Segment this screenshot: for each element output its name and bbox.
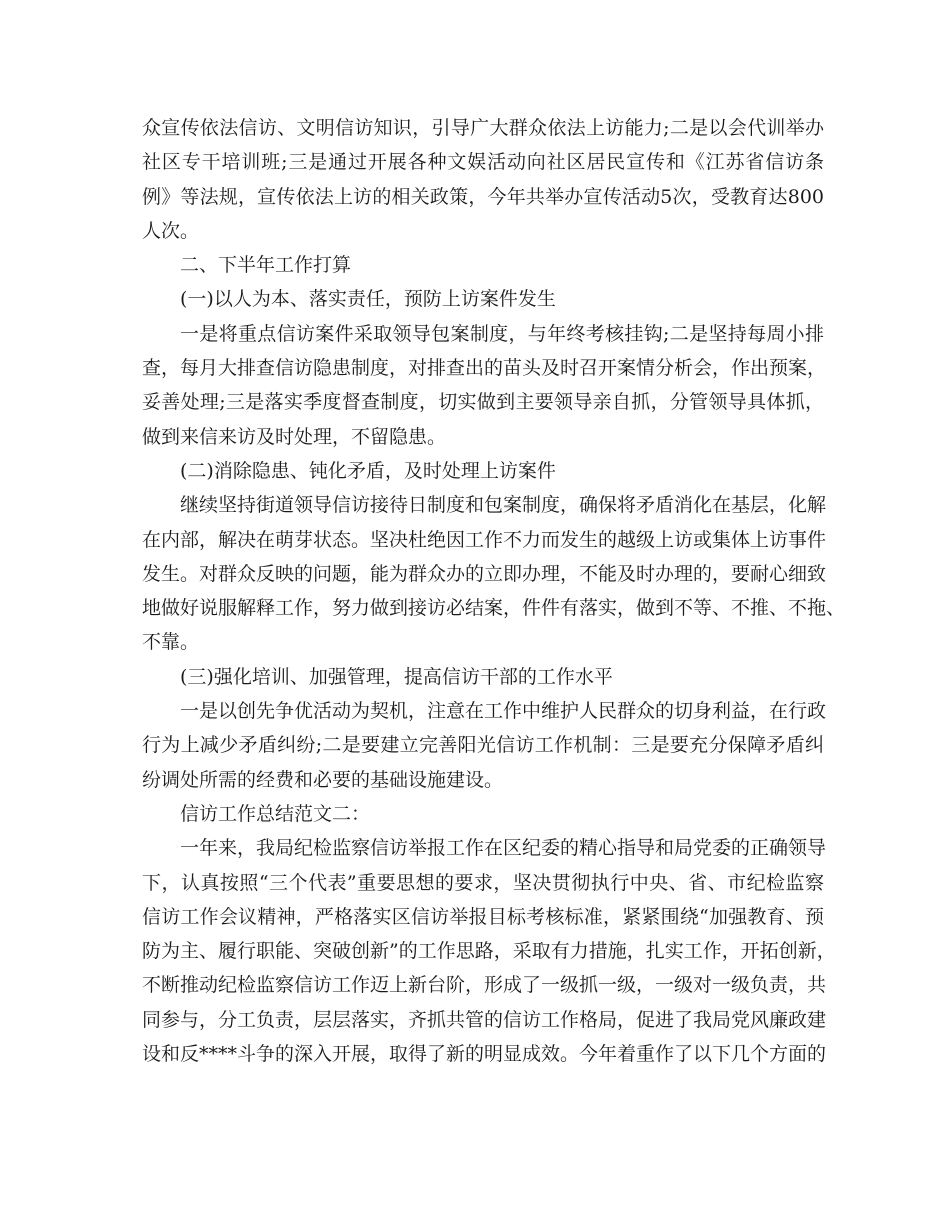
text-line: 信访工作总结范文二： (180, 802, 371, 825)
text-line: 例》等法规，宣传依法上访的相关政策，今年共举办宣传活动5次，受教育达800 (142, 185, 824, 208)
text-line: 一是以创先争优活动为契机，注意在工作中维护人民群众的切身利益，在行政 (180, 700, 827, 723)
text-line: 继续坚持街道领导信访接待日制度和包案制度，确保将矛盾消化在基层，化解 (180, 494, 827, 517)
text-line: 查，每月大排查信访隐患制度，对排查出的苗头及时召开案情分析会，作出预案， (142, 357, 827, 380)
text-line: 信访工作会议精神，严格落实区信访举报目标考核标准，紧紧围绕“加强教育、预 (142, 905, 824, 928)
text-line: 人次。 (142, 219, 200, 242)
text-line: 下，认真按照“三个代表”重要思想的要求，坚决贯彻执行中央、省、市纪检监察 (142, 871, 824, 894)
text-line: 不断推动纪检监察信访工作迈上新台阶，形成了一级抓一级，一级对一级负责，共 (142, 974, 827, 997)
text-line: 纷调处所需的经费和必要的基础设施建设。 (142, 768, 504, 791)
text-line: 妥善处理;三是落实季度督查制度，切实做到主要领导亲自抓，分管领导具体抓， (142, 391, 824, 414)
text-line: 地做好说服解释工作，努力做到接访必结案，件件有落实，做到不等、不推、不拖、 (142, 597, 846, 620)
text-line: (三)强化培训、加强管理，提高信访干部的工作水平 (180, 665, 613, 688)
text-line: (二)消除隐患、钝化矛盾，及时处理上访案件 (180, 459, 556, 482)
text-line: 众宣传依法信访、文明信访知识，引导广大群众依法上访能力;二是以会代训举办 (142, 117, 824, 139)
text-line: 做到来信来访及时处理，不留隐患。 (142, 425, 447, 448)
text-line: 社区专干培训班;三是通过开展各种文娱活动向社区居民宣传和《江苏省信访条 (142, 151, 824, 174)
text-line: 防为主、履行职能、突破创新”的工作思路，采取有力措施，扎实工作，开拓创新， (142, 940, 836, 963)
text-line: 不靠。 (142, 631, 200, 654)
text-line: (一)以人为本、落实责任，预防上访案件发生 (180, 288, 556, 311)
text-line: 设和反****斗争的深入开展，取得了新的明显成效。今年着重作了以下几个方面的 (142, 1043, 827, 1066)
text-line: 一年来，我局纪检监察信访举报工作在区纪委的精心指导和局党委的正确领导 (180, 837, 827, 860)
document-body (142, 111, 846, 1071)
text-line: 行为上减少矛盾纠纷;二是要建立完善阳光信访工作机制：三是要充分保障矛盾纠 (142, 734, 824, 757)
text-line: 一是将重点信访案件采取领导包案制度，与年终考核挂钩;二是坚持每周小排 (180, 322, 824, 345)
text-line: 发生。对群众反映的问题，能为群众办的立即办理，不能及时办理的，要耐心细致 (142, 562, 827, 585)
text-line: 二、下半年工作打算 (180, 254, 352, 277)
text-line: 同参与，分工负责，层层落实，齐抓共管的信访工作格局，促进了我局党风廉政建 (142, 1008, 827, 1031)
text-line: 在内部，解决在萌芽状态。坚决杜绝因工作不力而发生的越级上访或集体上访事件 (142, 528, 827, 551)
